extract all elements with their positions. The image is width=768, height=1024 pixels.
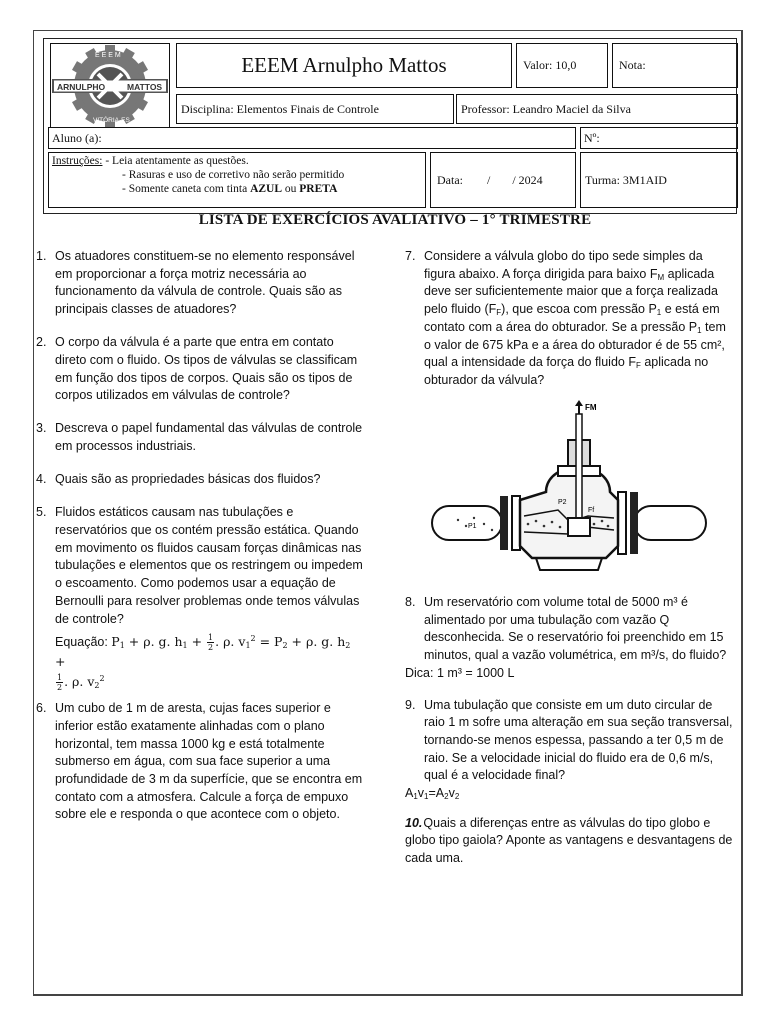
data-sep2: / 2024 [512, 172, 543, 187]
question-8: 8. Um reservatório com volume total de 5000 m³ é alimentado por uma tubulação com vazão Q desconhecida. Se o reservatório foi preenchido em 15 minutos, qual a vazão volumétrica, em m³/s, do fluido? [405, 595, 727, 663]
question-3: 3. Descreva o papel fundamental das válvulas de controle em processos industriais. [36, 421, 363, 454]
professor-field: Professor: Leandro Maciel da Silva [456, 94, 738, 124]
figure-label-ff: Ff [588, 507, 595, 514]
dica-text: Dica: 1 m³ = 1000 L [405, 665, 515, 680]
disciplina-field: Disciplina: Elementos Finais de Controle [176, 94, 454, 124]
left-column [36, 248, 364, 840]
continuity-equation: $A_1v_1=A_2v_2$ [405, 786, 460, 802]
bernoulli-equation: Equação: $P_1 + \rho$. g. $h_1$ + $\frac{1}{2}$ . ρ. $v_1^2 = P_2 + \rho$. g. $h_2$ + $\frac{1}{2}$ . ρ. $v_2^2$ [55, 633, 351, 693]
globe-valve-figure [428, 400, 710, 582]
data-label: Data: [437, 172, 463, 187]
question-10: 10.Quais a diferenças entre as válvulas do tipo globo e globo tipo gaiola? Aponte as vantagens e desvantagens de cada uma. [405, 815, 733, 866]
figure-label-fm: FM [585, 403, 597, 412]
data-field [430, 152, 576, 208]
logo-name-right: MATTOS [127, 82, 163, 92]
figure-label-p1: P1 [468, 523, 477, 530]
question-1: 1. Os atuadores constituem-se no elemento responsável em proporcionar a força motriz necessária ao funcionamento da válvula de controle. Quais são as principais classes de atuadores? [36, 249, 355, 317]
school-logo [50, 43, 170, 128]
question-5: 5. Fluidos estáticos causam nas tubulações e reservatórios que os contém pressão estática. Quando em movimento os fluidos causam forças dinâmicas nas tubulações e elementos que os restringem ou impedem o escoamento. Como podemos usar a equação de Bernoulli para resolver problemas onde temos válvulas de controle? [36, 505, 363, 626]
right-column-lower [405, 594, 735, 883]
question-6: 6. Um cubo de 1 m de aresta, cujas faces superior e inferior estão exatamente alinhadas com o plano horizontal, tem massa 1000 kg e está totalmente submerso em água, com sua face superior a uma profundidade de 3 m da superfície, que se encontra em contato com a atmosfera. Calcule a força de empuxo sobre ele e responda o que acontece com o objeto. [36, 701, 363, 822]
instrucao-3: - Somente caneta com tinta AZUL ou PRETA [122, 183, 338, 195]
valor-field: Valor: 10,0 [516, 43, 608, 88]
question-2: 2. O corpo da válvula é a parte que entra em contato direto com o fluido. Os tipos de válvulas se classificam em função dos tipos de corpos. Quais são os tipos de corpos utilizados em válvulas de controle? [36, 335, 358, 403]
figure-label-p2: P2 [558, 499, 567, 506]
logo-bottom-text: VITÓRIA-ES [93, 117, 130, 124]
question-4: 4. Quais são as propriedades básicas dos fluidos? [36, 472, 321, 487]
numero-field: Nº: [580, 127, 738, 149]
instrucoes-box [48, 152, 426, 208]
logo-name-left: ARNULPHO [57, 82, 106, 92]
instrucao-2: - Rasuras e uso de corretivo não serão permitido [122, 169, 345, 181]
turma-field: Turma: 3M1AID [580, 152, 738, 208]
page-title: LISTA DE EXERCÍCIOS AVALIATIVO – 1° TRIMESTRE [198, 212, 592, 228]
nota-field: Nota: [612, 43, 738, 88]
question-7: 7. Considere a válvula globo do tipo sede simples da figura abaixo. A força dirigida para baixo $F_M$ aplicada deve ser suficientemente maior que a força realizada pelo fluido $(F_F)$, que escoa com pressão $P_1$ e está em contato com a área do obturador. Se a pressão $P_1$ tem o valor de 675 kPa e a área do obturador é de 55 cm², qual a intensidade da força do fluido $F_F$ aplicada no obturador da válvula? [405, 249, 726, 387]
instrucoes-label: Instruções: [52, 155, 103, 167]
question-9: 9. Uma tubulação que consiste em um duto circular de raio 1 m sofre uma alteração em sua seção transversal, tornando-se menos espessa, passando a ter 0,5 m de raio. Se a velocidade inicial do fluido era de 0,6 m/s, qual é a velocidade final? [405, 697, 733, 783]
data-sep1: / [487, 172, 491, 187]
aluno-field: Aluno (a): [48, 127, 576, 149]
right-column [405, 248, 735, 405]
school-name: EEEM Arnulpho Mattos [176, 43, 512, 88]
logo-top-text: E E E M [95, 52, 121, 59]
instrucao-1: - Leia atentamente as questões. [105, 155, 249, 167]
